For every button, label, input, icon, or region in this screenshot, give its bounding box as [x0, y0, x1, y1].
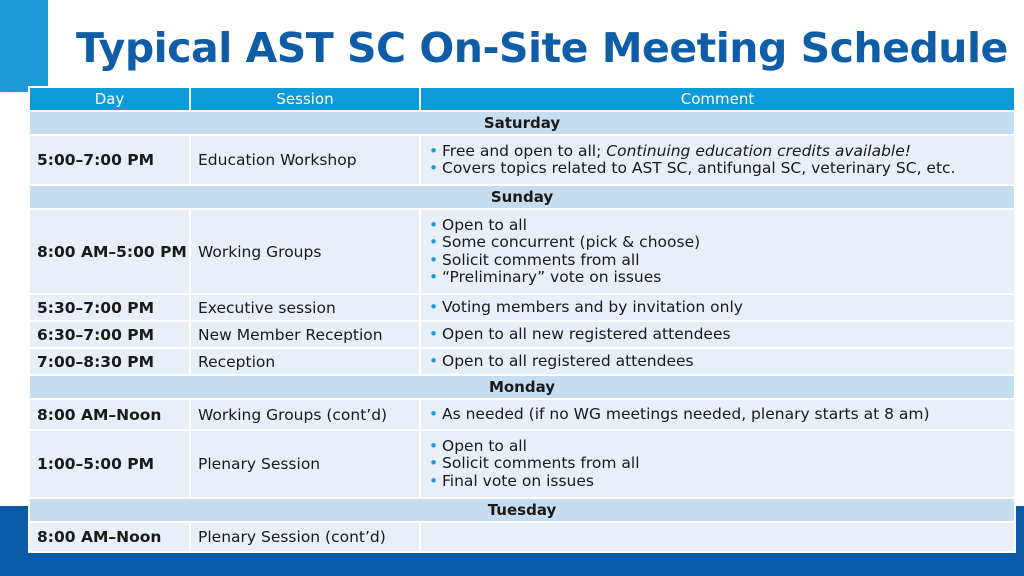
comment-cell: [420, 135, 1015, 185]
session-cell: Plenary Session (cont’d): [190, 522, 420, 552]
credits-note: Continuing education credits available!: [606, 141, 911, 160]
comment-list: [428, 353, 1007, 371]
table-row: [29, 209, 1015, 294]
header-comment: Comment: [420, 87, 1015, 111]
table-row: [29, 522, 1015, 552]
comment-bullet: • Some concurrent (pick & choose): [428, 234, 1007, 252]
time-cell: 5:30–7:00 PM: [29, 294, 190, 321]
comment-cell: [420, 399, 1015, 430]
session-cell: New Member Reception: [190, 321, 420, 348]
table-row: [29, 321, 1015, 348]
day-label: Saturday: [29, 111, 1015, 135]
time-cell: 1:00–5:00 PM: [29, 430, 190, 498]
comment-list: [428, 326, 1007, 344]
time-cell: 8:00 AM–Noon: [29, 522, 190, 552]
comment-bullet: • Open to all: [428, 438, 1007, 456]
comment-bullet: • Final vote on issues: [428, 473, 1007, 491]
day-row-saturday: [29, 111, 1015, 135]
table-row: [29, 348, 1015, 375]
comment-list: [428, 438, 1007, 491]
day-row-sunday: [29, 185, 1015, 209]
comment-bullet: • Solicit comments from all: [428, 252, 1007, 270]
session-cell: Working Groups (cont’d): [190, 399, 420, 430]
comment-list: [428, 143, 1007, 178]
slide-title: Typical AST SC On-Site Meeting Schedule: [76, 24, 1008, 72]
comment-cell: [420, 522, 1015, 552]
session-cell: Executive session: [190, 294, 420, 321]
session-cell: Reception: [190, 348, 420, 375]
comment-bullet: • Covers topics related to AST SC, antifungal SC, veterinary SC, etc.: [428, 160, 1007, 178]
header-row: [29, 87, 1015, 111]
day-label: Monday: [29, 375, 1015, 399]
comment-cell: [420, 209, 1015, 294]
session-cell: Working Groups: [190, 209, 420, 294]
table-row: [29, 135, 1015, 185]
table-row: [29, 430, 1015, 498]
session-cell: Plenary Session: [190, 430, 420, 498]
comment-list: [428, 406, 1007, 424]
session-cell: Education Workshop: [190, 135, 420, 185]
comment-list: [428, 299, 1007, 317]
header-session: Session: [190, 87, 420, 111]
table-row: [29, 294, 1015, 321]
day-row-tuesday: [29, 498, 1015, 522]
day-label: Tuesday: [29, 498, 1015, 522]
comment-bullet: • Voting members and by invitation only: [428, 299, 1007, 317]
comment-bullet: • “Preliminary” vote on issues: [428, 269, 1007, 287]
table-row: [29, 399, 1015, 430]
comment-cell: [420, 321, 1015, 348]
header-day: Day: [29, 87, 190, 111]
comment-bullet: • Open to all: [428, 217, 1007, 235]
comment-list: [428, 217, 1007, 287]
comment-cell: [420, 348, 1015, 375]
time-cell: 7:00–8:30 PM: [29, 348, 190, 375]
comment-cell: [420, 430, 1015, 498]
time-cell: 8:00 AM–Noon: [29, 399, 190, 430]
schedule-table: [28, 86, 1016, 553]
time-cell: 5:00–7:00 PM: [29, 135, 190, 185]
time-cell: 6:30–7:00 PM: [29, 321, 190, 348]
comment-text: Free and open to all;: [442, 141, 607, 160]
comment-cell: [420, 294, 1015, 321]
day-row-monday: [29, 375, 1015, 399]
comment-bullet: [428, 143, 1007, 161]
comment-bullet: • Open to all registered attendees: [428, 353, 1007, 371]
comment-bullet: • Open to all new registered attendees: [428, 326, 1007, 344]
time-cell: 8:00 AM–5:00 PM: [29, 209, 190, 294]
comment-bullet: • Solicit comments from all: [428, 455, 1007, 473]
comment-bullet: • As needed (if no WG meetings needed, plenary starts at 8 am): [428, 406, 1007, 424]
accent-bar: [0, 0, 48, 92]
day-label: Sunday: [29, 185, 1015, 209]
